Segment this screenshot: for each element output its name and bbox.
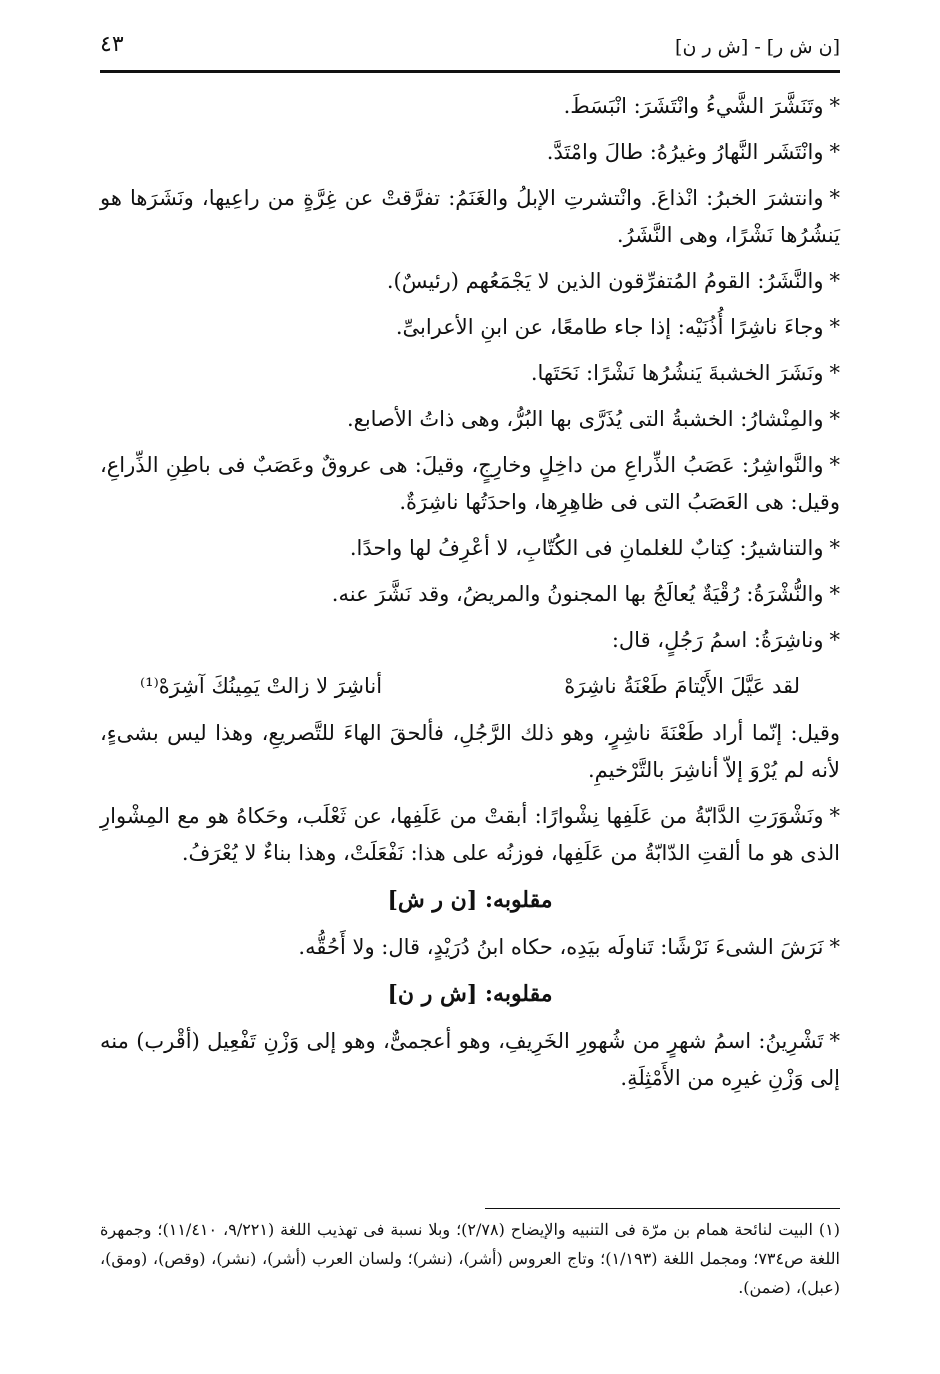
entry-star: *: [829, 935, 840, 959]
entry-nashira: *وناشِرَةُ: اسمُ رَجُلٍ، قال:: [611, 628, 840, 652]
page-number: ٤٣: [100, 32, 124, 57]
entry-nashar: *والنَّشَرُ: القومُ المُتفرِّقون الذين لا يَجْمَعُهم (رئيسٌ).: [386, 269, 840, 293]
entry-star: *: [829, 407, 840, 431]
entry-intashara-alnahar: *وانْتَشَر النَّهارُ وغيرُهُ: طالَ وامْتَدَّ.: [546, 140, 840, 164]
entry-nashir-udhunayh: *وجاءَ ناشِرًا أُذُنَيْه: إذا جاء طامعًا، عن ابنِ الأعرابىِّ.: [395, 315, 840, 339]
footnotes: [100, 1215, 840, 1302]
poetry-verse: [100, 668, 840, 705]
page-header: [100, 30, 840, 73]
verse-hemistich-second: أناشِرَ لا زالتْ يَمِينُكَ آشِرَهْ⁽¹⁾: [140, 674, 383, 698]
footnote-divider: [485, 1208, 840, 1209]
entry-minshar: *والمِنْشارُ: الخشبةُ التى يُذَرَّى بها البُرُّ، وهى ذاتُ الأصابع.: [346, 407, 840, 431]
entry-star: *: [829, 94, 840, 118]
section-heading-shrn: مقلوبه: [ش ر ن]: [387, 981, 553, 1007]
entry-nawashir: *والنَّواشِرُ: عَصَبُ الذِّراعِ من داخِلٍ وخارِجٍ، وقيلَ: هى عروقٌ وعَصَبٌ فى باطِنِ الذِّراعِ، وقيل: هى العَصَبُ التى فى ظاهِرِها، واحدَتُها ناشِرَةٌ.: [100, 453, 840, 514]
entry-nushra: *والنُّشْرَةُ: رُقْيَةٌ يُعالَجُ بها المجنونُ والمريضُ، وقد نَشَّرَ عنه.: [331, 582, 840, 606]
entry-star: *: [829, 536, 840, 560]
entry-star: *: [829, 582, 840, 606]
page-body: [100, 88, 840, 1106]
entry-nushurat: *ونَشْوَرَتِ الدَّابّةُ من عَلَفِها نِشْوارًا: أبقتْ من عَلَفِها، عن ثَعْلَب، وحَكاهُ هو مع المِشْوارِ الذى هو ما ألقتِ الدّابّةُ من عَلَفِها، فوزنُه على هذا: نَفْعَلَتْ، وهذا بناءٌ لا يُعْرَفُ.: [100, 804, 840, 865]
verse-commentary: وقيل: إنّما أراد طَعْنَةَ ناشِرٍ، وهو ذلك الرَّجُلِ، فألحقَ الهاءَ للتَّصريعِ، وهذا ليس بشىءٍ، لأنه لم يُرْوَ إلاّ أناشِرَ بالتَّرْخيمِ.: [100, 721, 840, 782]
running-head: [ن ش ر] - [ش ر ن]: [675, 36, 840, 58]
verse-hemistich-first: لقد عَيَّلَ الأَيْتامَ طَعْنَةُ ناشِرَهْ: [564, 674, 800, 698]
entry-intashara-alkhabar: *وانتشرَ الخبرُ: انْذاعَ. وانْتشرتِ الإبلُ والغَنَمُ: تفرَّقتْ عن غِرَّةٍ من راعِيها، ونَشَرَها هو يَنشُرُها نَشْرًا، وهى النَّشَرُ.: [100, 186, 840, 247]
entry-star: *: [829, 1029, 840, 1053]
entry-tanashshara: *وتَنَشَّرَ الشَّيءُ وانْتَشَرَ: انْبَسَطَ.: [563, 94, 840, 118]
entry-narsh: *نَرَشَ الشىءَ نَرْشًا: تَناولَه بيَدِه، حكاه ابنُ دُرَيْدٍ، قال: ولا أَحُقُّه.: [298, 935, 840, 959]
entry-star: *: [829, 269, 840, 293]
entry-star: *: [829, 628, 840, 652]
entry-star: *: [829, 453, 840, 477]
entry-star: *: [829, 804, 840, 828]
footnote-1: (١) البيت لنائحة همام بن مرّة فى التنبيه والإيضاح (٢/٧٨)؛ وبلا نسبة فى تهذيب اللغة (٩/٢٢١، ١١/٤١٠)؛ وجمهرة اللغة ص٧٣٤؛ ومجمل اللغة (١/١٩٣)؛ وتاج العروس (أشر)، (نشر)؛ ولسان العرب (أشر)، (نشر)، (وقص)، (ومق)، (عبل)، (ضمن).: [100, 1220, 841, 1297]
entry-tanashir: *والتناشيرُ: كِتابٌ للغلمانِ فى الكُتّابِ، لا أعْرِفُ لها واحدًا.: [349, 536, 840, 560]
entry-star: *: [829, 361, 840, 385]
entry-tishrin: *تَشْرِينُ: اسمُ شهرٍ من شُهورِ الخَرِيفِ، وهو أعجمىٌّ، وهو إلى وَزْنِ تَفْعِيل (أقْرب) منه إلى وَزْنِ غيرِه من الأَمْثِلَةِ.: [100, 1029, 840, 1090]
entry-star: *: [829, 140, 840, 164]
entry-star: *: [829, 315, 840, 339]
entry-star: *: [829, 186, 840, 210]
section-heading-nrsh: مقلوبه: [ن ر ش]: [387, 887, 553, 913]
entry-nashara-alkhashaba: *ونَشَرَ الخشبةَ يَنشُرُها نَشْرًا: نَحَتَها.: [530, 361, 840, 385]
